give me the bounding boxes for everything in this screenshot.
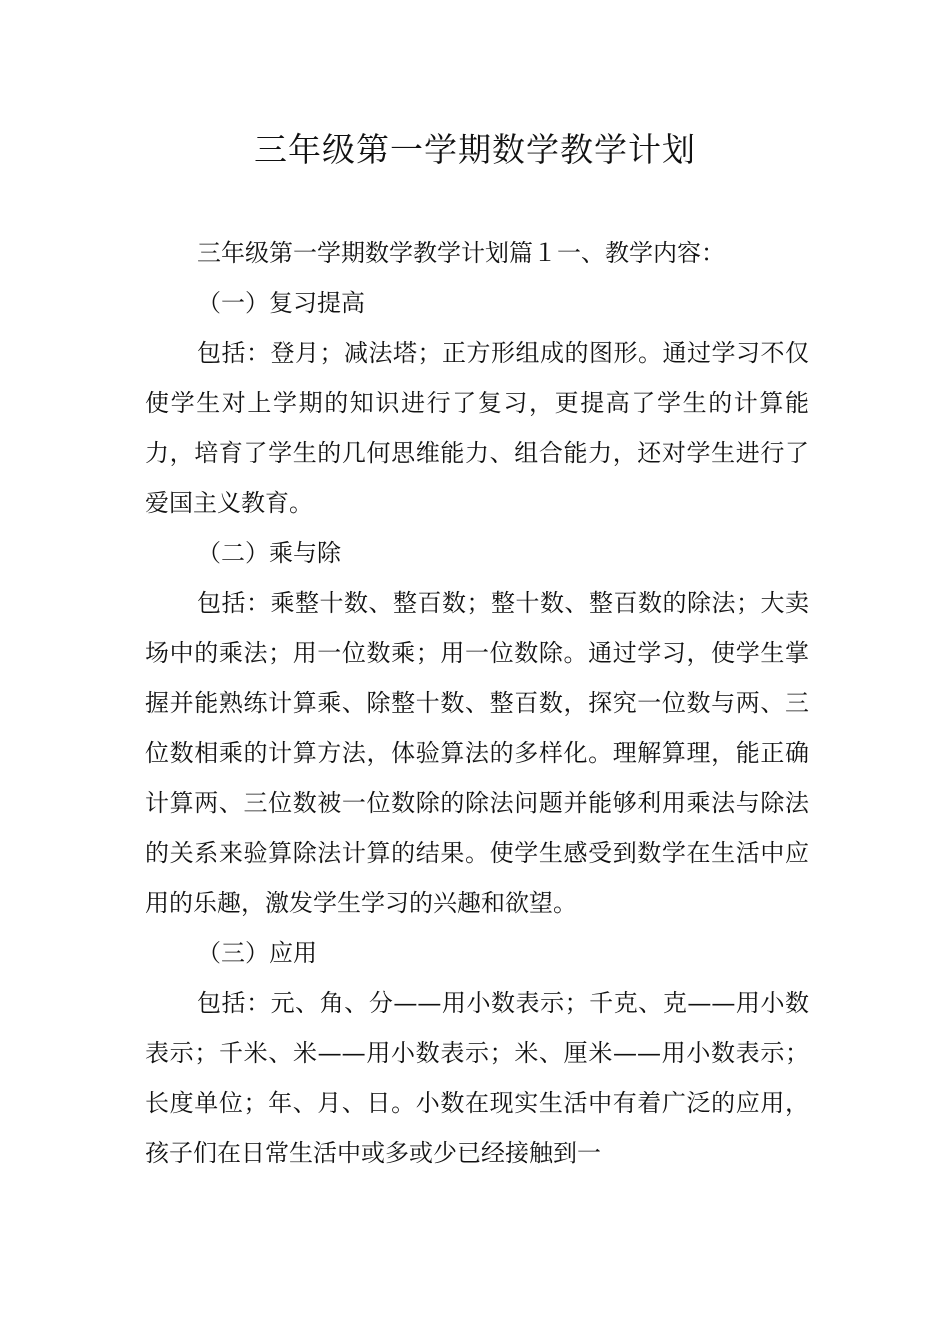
body-paragraph-application: 包括：元、角、分——用小数表示；千克、克——用小数表示；千米、米——用小数表示；米、厘米——用小数表示；长度单位；年、月、日。小数在现实生活中有着广泛的应用，孩子们在日常生活中或多或少已经接触到一 [145, 989, 809, 1167]
section-heading-multiply-divide: （二）乘与除 [197, 539, 341, 567]
intro-paragraph: 三年级第一学期数学教学计划篇１一、教学内容： [197, 239, 725, 267]
body-paragraph-multiply-divide: 包括：乘整十数、整百数；整十数、整百数的除法；大卖场中的乘法；用一位数乘；用一位数除。通过学习，使学生掌握并能熟练计算乘、除整十数、整百数，探究一位数与两、三位数相乘的计算方法，体验算法的多样化。理解算理，能正确计算两、三位数被一位数除的除法问题并能够利用乘法与除法的关系来验算除法计算的结果。使学生感受到数学在生活中应用的乐趣，激发学生学习的兴趣和欲望。 [145, 589, 809, 917]
document-title: 三年级第一学期数学教学计划 [254, 130, 696, 169]
body-paragraph-review: 包括：登月；减法塔；正方形组成的图形。通过学习不仅使学生对上学期的知识进行了复习，更提高了学生的计算能力，培育了学生的几何思维能力、组合能力，还对学生进行了爱国主义教育。 [145, 339, 809, 517]
section-heading-review: （一）复习提高 [197, 289, 365, 317]
section-heading-application: （三）应用 [197, 939, 317, 967]
document-body [145, 228, 809, 1178]
